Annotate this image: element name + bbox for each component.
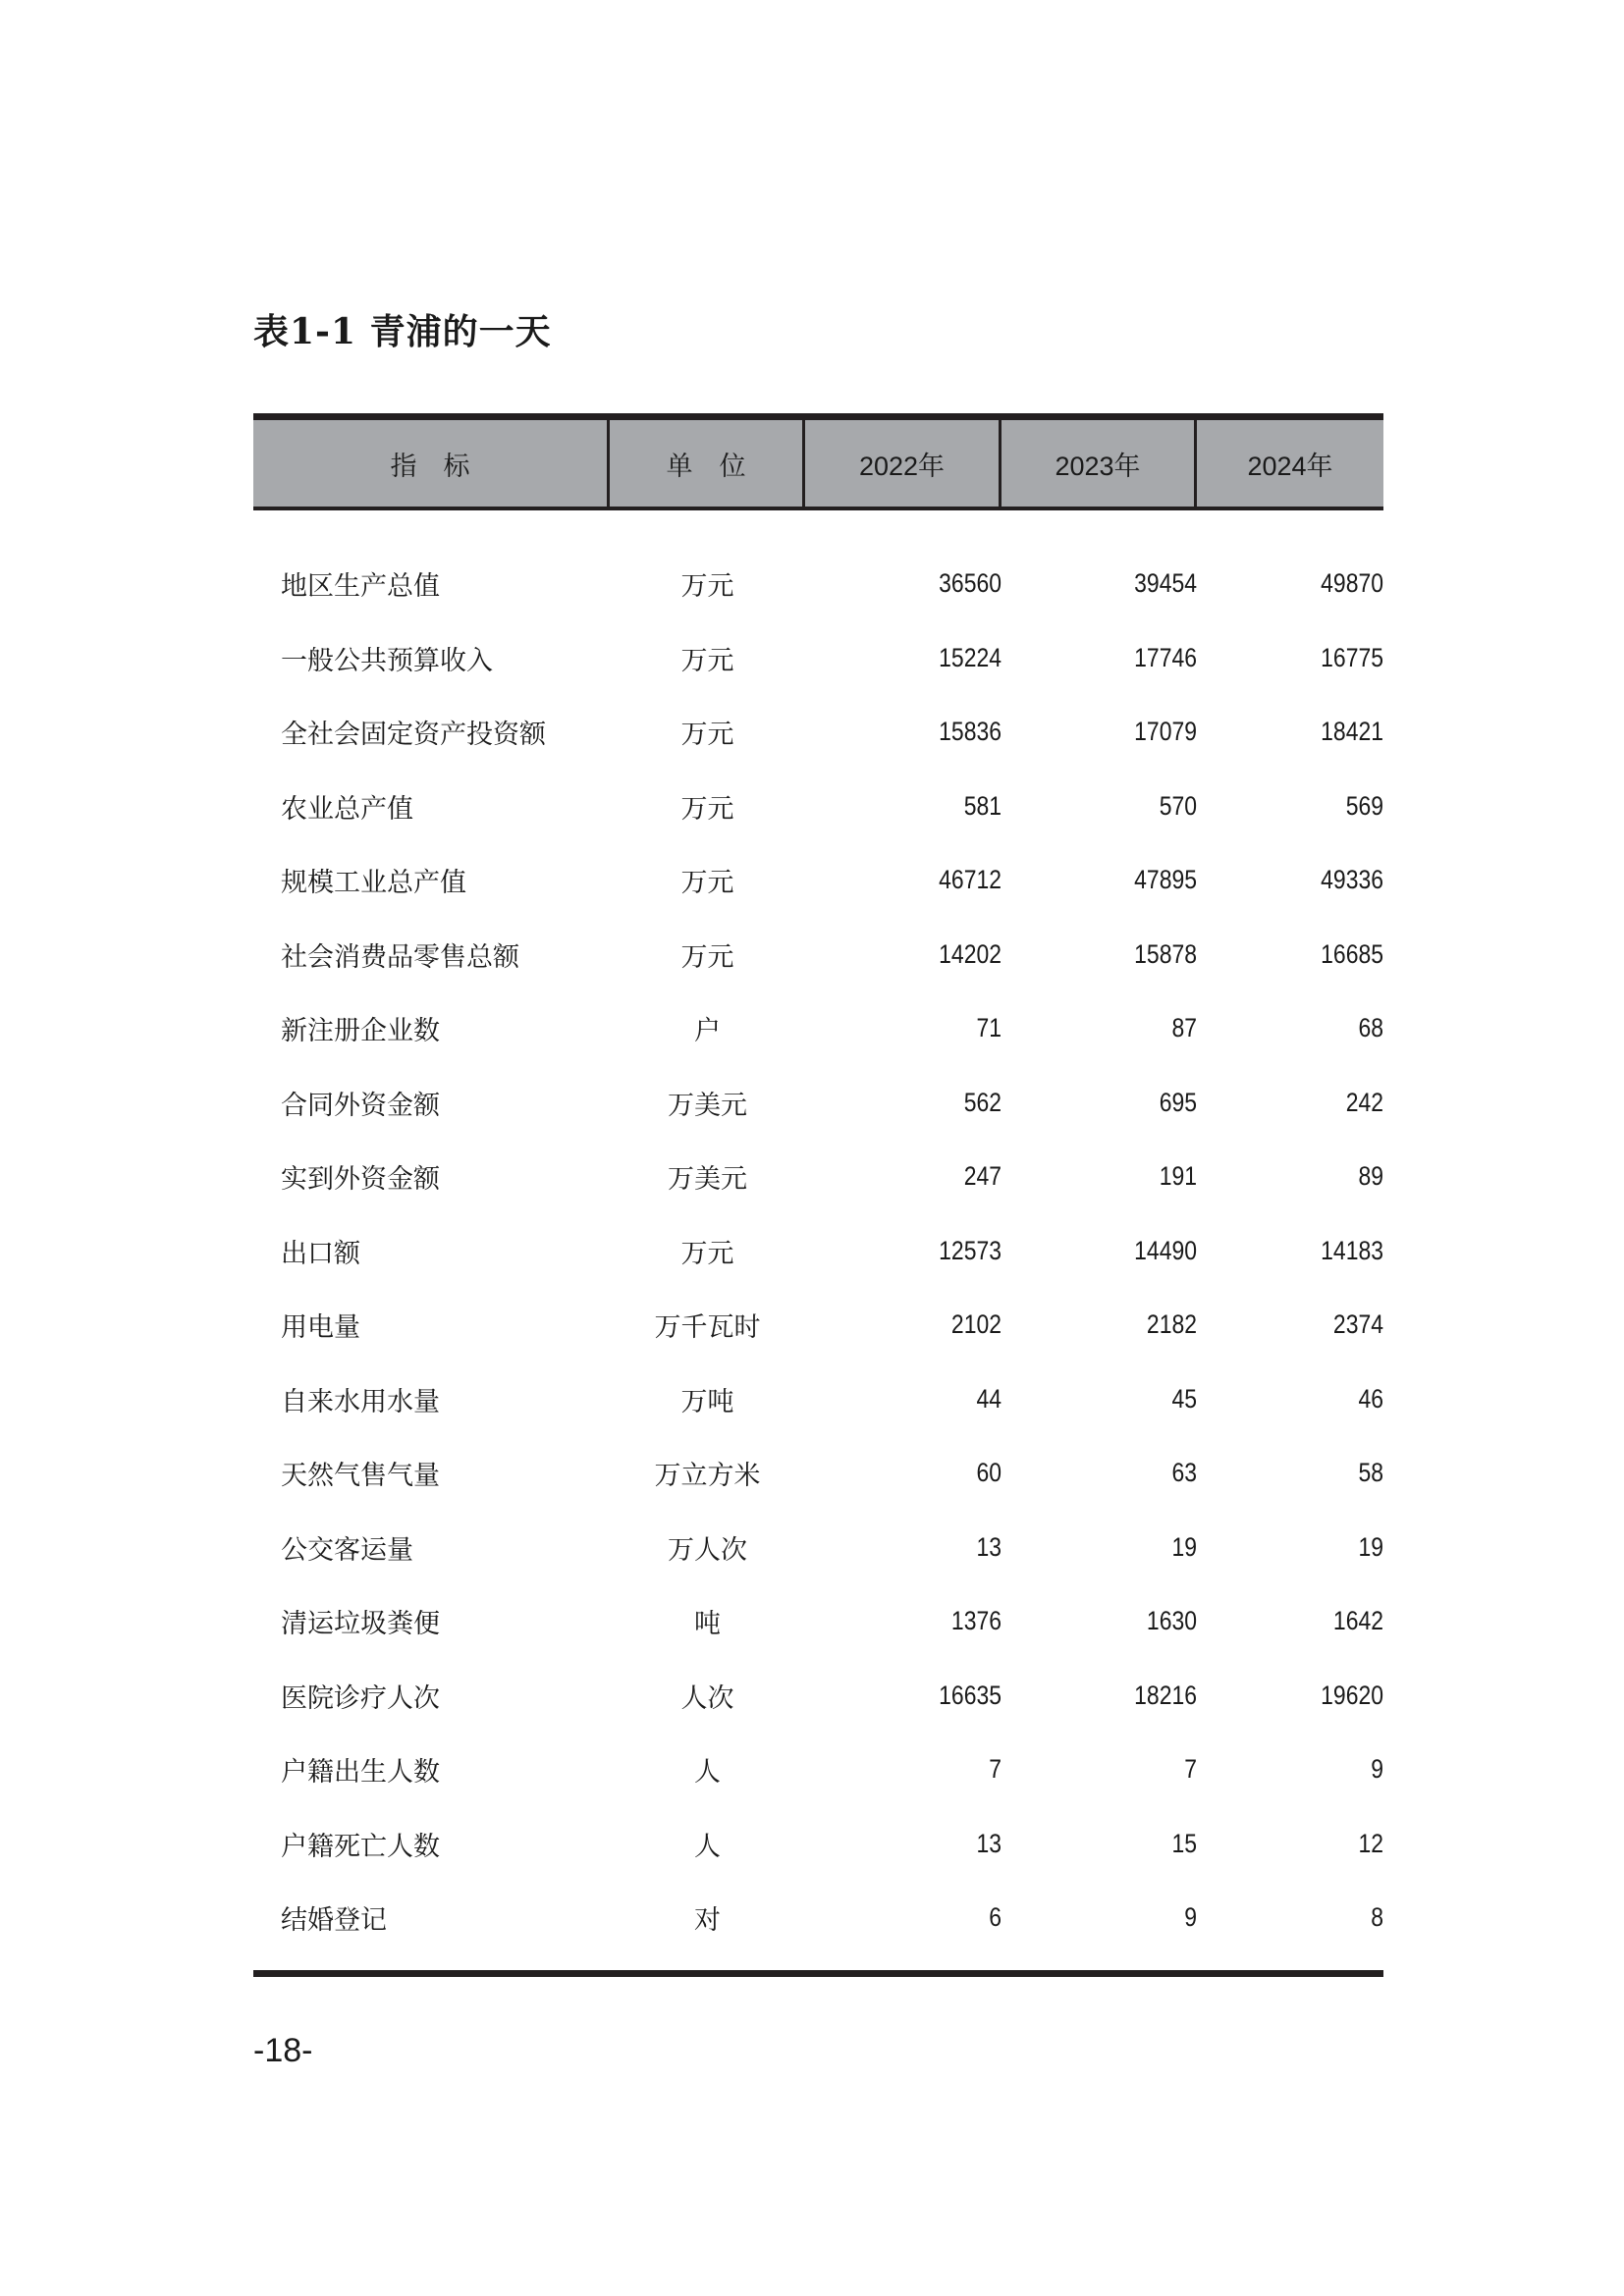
indicator-cell: 结婚登记 xyxy=(281,1905,387,1937)
table-row xyxy=(253,1436,1383,1511)
table-top-rule xyxy=(253,413,1383,420)
value-2023-cell: 191 xyxy=(1159,1161,1197,1192)
value-2022-cell: 13 xyxy=(976,1828,1001,1858)
unit-cell: 万元 xyxy=(680,645,734,676)
value-2023-cell: 9 xyxy=(1184,1902,1197,1933)
table-row xyxy=(253,1584,1383,1659)
value-2023-cell: 87 xyxy=(1171,1013,1197,1043)
table-row xyxy=(253,770,1383,844)
value-2024-cell: 46 xyxy=(1358,1383,1383,1414)
value-2024-cell: 9 xyxy=(1371,1754,1383,1785)
value-2022-cell: 7 xyxy=(989,1754,1001,1785)
value-2022-cell: 12573 xyxy=(939,1235,1001,1265)
header-2023: 2023年 xyxy=(1001,420,1197,507)
value-2022-cell: 1376 xyxy=(950,1606,1001,1636)
unit-cell: 户 xyxy=(694,1016,721,1047)
page-number: -18- xyxy=(253,2032,313,2069)
value-2023-cell: 63 xyxy=(1171,1458,1197,1488)
value-2023-cell: 570 xyxy=(1159,790,1197,821)
unit-cell: 万立方米 xyxy=(654,1461,761,1492)
indicator-cell: 医院诊疗人次 xyxy=(281,1682,440,1714)
unit-cell: 万元 xyxy=(680,941,734,973)
unit-cell: 人 xyxy=(694,1757,721,1789)
value-2024-cell: 49870 xyxy=(1321,568,1383,599)
value-2024-cell: 58 xyxy=(1358,1458,1383,1488)
value-2024-cell: 8 xyxy=(1371,1902,1383,1933)
value-2022-cell: 15224 xyxy=(939,642,1001,672)
value-2024-cell: 49336 xyxy=(1321,865,1383,895)
value-2022-cell: 44 xyxy=(976,1383,1001,1414)
table-row xyxy=(253,991,1383,1066)
table-row xyxy=(253,1066,1383,1141)
indicator-cell: 实到外资金额 xyxy=(281,1164,440,1196)
indicator-cell: 出口额 xyxy=(281,1238,360,1269)
unit-cell: 吨 xyxy=(694,1609,721,1640)
table-header xyxy=(253,420,1383,510)
value-2023-cell: 19 xyxy=(1171,1531,1197,1562)
header-indicator: 指 标 xyxy=(253,420,610,507)
value-2024-cell: 12 xyxy=(1358,1828,1383,1858)
indicator-cell: 地区生产总值 xyxy=(281,571,440,603)
indicator-cell: 一般公共预算收入 xyxy=(281,645,493,676)
unit-cell: 万千瓦时 xyxy=(654,1312,761,1344)
table-row xyxy=(253,918,1383,992)
value-2023-cell: 15 xyxy=(1171,1828,1197,1858)
unit-cell: 万吨 xyxy=(680,1386,734,1417)
table-row xyxy=(253,1807,1383,1882)
table-row xyxy=(253,1659,1383,1734)
unit-cell: 万美元 xyxy=(668,1164,747,1196)
value-2024-cell: 2374 xyxy=(1332,1309,1383,1340)
value-2023-cell: 45 xyxy=(1171,1383,1197,1414)
table-bottom-rule xyxy=(253,1970,1383,1977)
table-row xyxy=(253,695,1383,770)
value-2024-cell: 569 xyxy=(1345,790,1383,821)
indicator-cell: 新注册企业数 xyxy=(281,1016,440,1047)
value-2024-cell: 16685 xyxy=(1321,938,1383,969)
table-row xyxy=(253,843,1383,918)
unit-cell: 万元 xyxy=(680,793,734,825)
indicator-cell: 用电量 xyxy=(281,1312,360,1344)
value-2024-cell: 14183 xyxy=(1321,1235,1383,1265)
value-2022-cell: 71 xyxy=(976,1013,1001,1043)
unit-cell: 万元 xyxy=(680,868,734,899)
indicator-cell: 全社会固定资产投资额 xyxy=(281,720,546,751)
value-2024-cell: 16775 xyxy=(1321,642,1383,672)
value-2024-cell: 89 xyxy=(1358,1161,1383,1192)
value-2023-cell: 14490 xyxy=(1134,1235,1197,1265)
indicator-cell: 天然气售气量 xyxy=(281,1461,440,1492)
indicator-cell: 公交客运量 xyxy=(281,1534,413,1566)
table-body xyxy=(253,510,1383,1955)
value-2023-cell: 7 xyxy=(1184,1754,1197,1785)
value-2022-cell: 2102 xyxy=(950,1309,1001,1340)
value-2024-cell: 18421 xyxy=(1321,717,1383,747)
value-2023-cell: 695 xyxy=(1159,1087,1197,1117)
unit-cell: 万元 xyxy=(680,720,734,751)
value-2023-cell: 17746 xyxy=(1134,642,1197,672)
value-2022-cell: 36560 xyxy=(939,568,1001,599)
value-2022-cell: 247 xyxy=(963,1161,1001,1192)
value-2023-cell: 2182 xyxy=(1146,1309,1197,1340)
unit-cell: 万元 xyxy=(680,1238,734,1269)
value-2023-cell: 39454 xyxy=(1134,568,1197,599)
header-unit: 单 位 xyxy=(610,420,805,507)
unit-cell: 人次 xyxy=(680,1682,734,1714)
table-title: 表1-1 青浦的一天 xyxy=(253,311,552,352)
header-2022: 2022年 xyxy=(805,420,1001,507)
table-row xyxy=(253,621,1383,696)
indicator-cell: 规模工业总产值 xyxy=(281,868,466,899)
header-2024: 2024年 xyxy=(1247,451,1333,481)
value-2023-cell: 15878 xyxy=(1134,938,1197,969)
value-2022-cell: 13 xyxy=(976,1531,1001,1562)
value-2022-cell: 15836 xyxy=(939,717,1001,747)
unit-cell: 万美元 xyxy=(668,1090,747,1121)
table-row xyxy=(253,547,1383,621)
table-row xyxy=(253,1140,1383,1214)
table-row xyxy=(253,1362,1383,1437)
unit-cell: 人 xyxy=(694,1831,721,1862)
value-2022-cell: 562 xyxy=(963,1087,1001,1117)
table-row xyxy=(253,1214,1383,1289)
value-2024-cell: 19620 xyxy=(1321,1680,1383,1710)
indicator-cell: 户籍死亡人数 xyxy=(281,1831,440,1862)
data-table xyxy=(253,413,1383,1955)
value-2023-cell: 47895 xyxy=(1134,865,1197,895)
unit-cell: 对 xyxy=(694,1905,721,1937)
value-2022-cell: 14202 xyxy=(939,938,1001,969)
value-2022-cell: 581 xyxy=(963,790,1001,821)
value-2024-cell: 242 xyxy=(1345,1087,1383,1117)
value-2022-cell: 60 xyxy=(976,1458,1001,1488)
unit-cell: 万元 xyxy=(680,571,734,603)
indicator-cell: 清运垃圾粪便 xyxy=(281,1609,440,1640)
table-row xyxy=(253,1733,1383,1807)
value-2024-cell: 1642 xyxy=(1332,1606,1383,1636)
table-row xyxy=(253,1288,1383,1362)
value-2023-cell: 18216 xyxy=(1134,1680,1197,1710)
value-2023-cell: 1630 xyxy=(1146,1606,1197,1636)
table-row xyxy=(253,1511,1383,1585)
indicator-cell: 合同外资金额 xyxy=(281,1090,440,1121)
value-2022-cell: 46712 xyxy=(939,865,1001,895)
indicator-cell: 社会消费品零售总额 xyxy=(281,941,519,973)
value-2022-cell: 6 xyxy=(989,1902,1001,1933)
indicator-cell: 农业总产值 xyxy=(281,793,413,825)
value-2022-cell: 16635 xyxy=(939,1680,1001,1710)
table-row xyxy=(253,1881,1383,1955)
indicator-cell: 自来水用水量 xyxy=(281,1386,440,1417)
value-2024-cell: 68 xyxy=(1358,1013,1383,1043)
indicator-cell: 户籍出生人数 xyxy=(281,1757,440,1789)
value-2024-cell: 19 xyxy=(1358,1531,1383,1562)
value-2023-cell: 17079 xyxy=(1134,717,1197,747)
unit-cell: 万人次 xyxy=(668,1534,747,1566)
